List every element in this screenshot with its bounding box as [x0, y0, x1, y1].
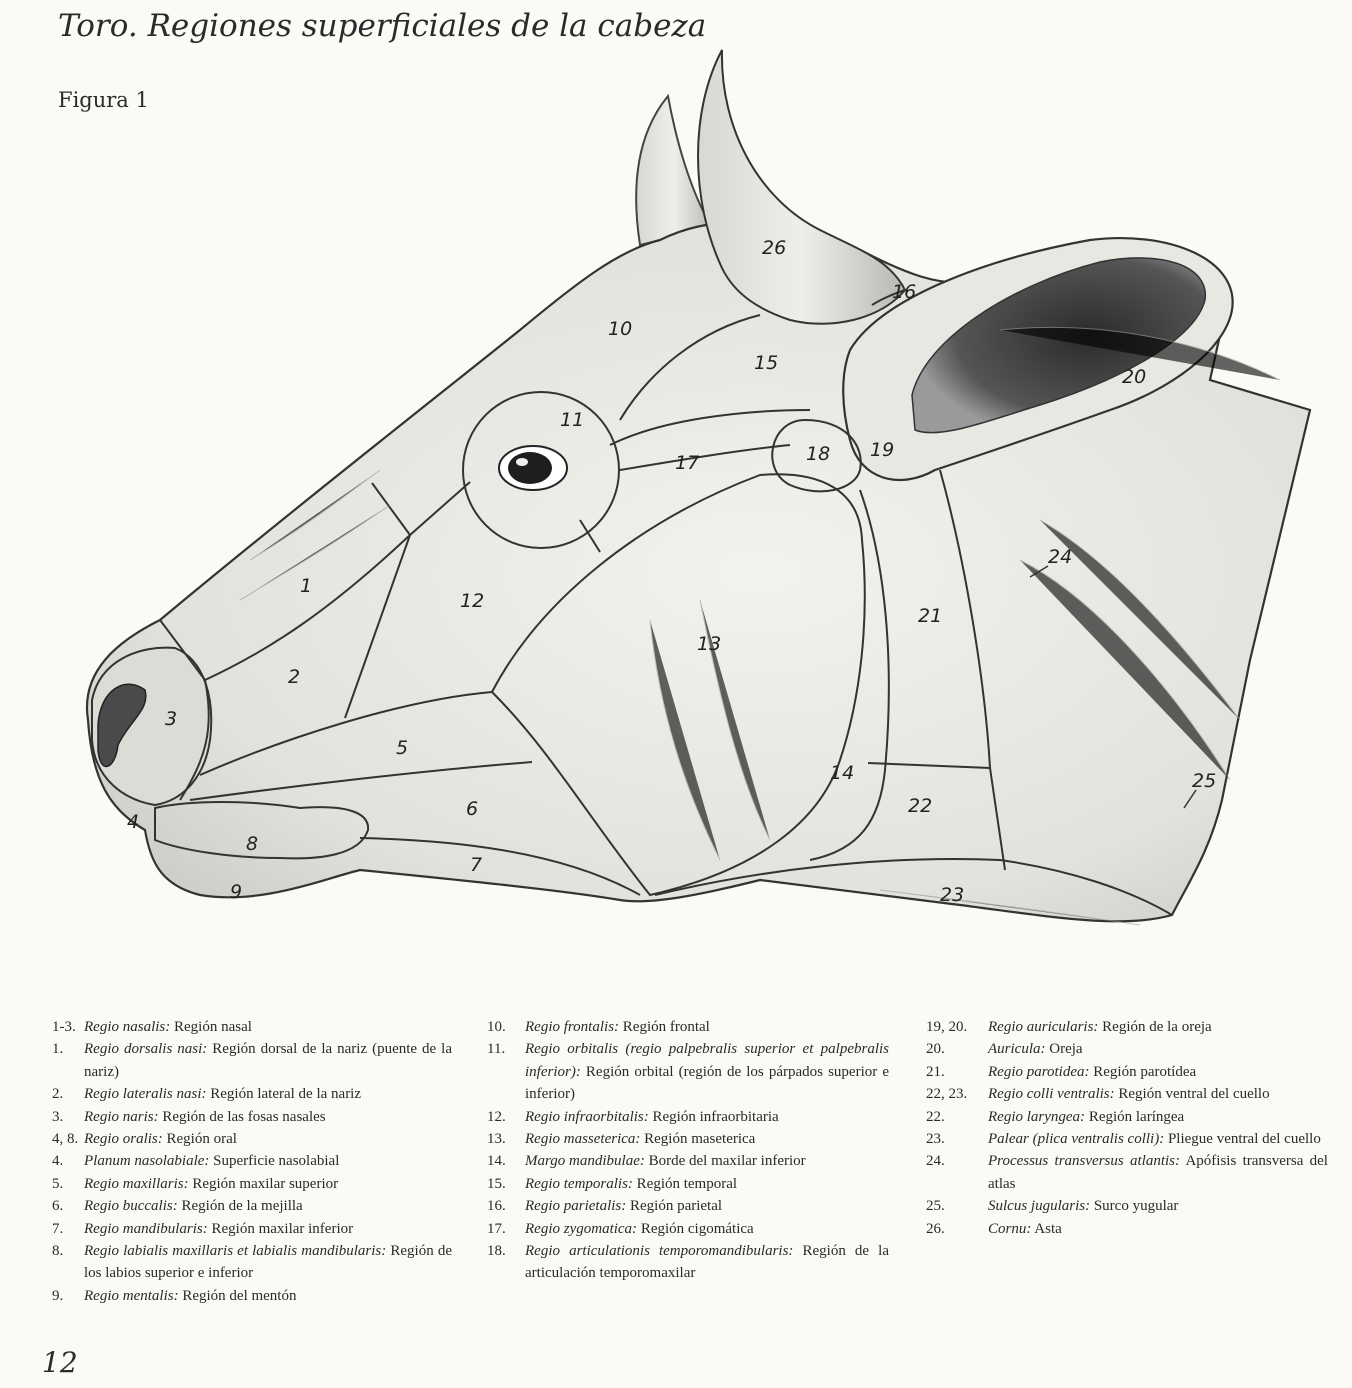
legend-text — [525, 1106, 889, 1128]
legend-text — [988, 1128, 1328, 1150]
legend-description: Apófisis transversa del atlas — [988, 1153, 1328, 1192]
legend-description: Región laríngea — [1088, 1108, 1185, 1125]
legend-term: Regio temporalis: — [525, 1175, 633, 1192]
legend-code: 22, 23. — [926, 1086, 968, 1103]
eye-highlight — [516, 458, 528, 466]
region-label-14: 14 — [830, 762, 855, 784]
legend-description: Región del mentón — [182, 1287, 297, 1304]
legend-description: Región lateral de la nariz — [210, 1086, 362, 1103]
legend-description: Región de las fosas nasales — [162, 1108, 326, 1125]
legend-text — [988, 1083, 1328, 1105]
legend-entry — [52, 1128, 452, 1150]
region-label-1: 1 — [300, 575, 313, 597]
legend-code: 7. — [52, 1220, 64, 1237]
legend-text — [525, 1128, 889, 1150]
legend-term: Regio mentalis: — [84, 1287, 179, 1304]
legend-entry — [52, 1038, 452, 1083]
legend-column-1 — [52, 1016, 452, 1307]
legend-column-2 — [487, 1016, 889, 1285]
legend-text — [84, 1016, 452, 1038]
legend-text — [525, 1038, 889, 1105]
legend-term: Regio auricularis: — [988, 1019, 1099, 1035]
legend-text — [84, 1285, 452, 1307]
legend-entry — [52, 1195, 452, 1217]
legend-text — [525, 1150, 889, 1172]
legend-description: Región infraorbitaria — [652, 1108, 779, 1125]
legend-text — [988, 1016, 1328, 1038]
legend-text — [84, 1083, 452, 1105]
legend-code: 10. — [487, 1019, 506, 1035]
legend-description: Región nasal — [174, 1019, 252, 1035]
legend-text — [988, 1061, 1328, 1083]
legend-term: Regio oralis: — [84, 1131, 163, 1148]
region-label-11: 11 — [560, 409, 585, 431]
legend-entry — [487, 1128, 889, 1150]
legend-description: Región de la oreja — [1102, 1019, 1212, 1035]
legend-description: Región cigomática — [640, 1220, 754, 1237]
legend-entry — [926, 1128, 1328, 1150]
region-label-21: 21 — [918, 605, 943, 627]
legend-entry — [487, 1038, 889, 1105]
legend-term: Regio zygomatica: — [525, 1220, 638, 1237]
legend-description: Región de los labios superior e inferior — [84, 1243, 452, 1282]
region-label-8: 8 — [246, 833, 259, 855]
legend-text — [988, 1038, 1328, 1060]
legend-code: 8. — [52, 1243, 64, 1260]
legend-entry — [926, 1106, 1328, 1128]
legend-term: Regio mandibularis: — [84, 1220, 208, 1237]
region-label-12: 12 — [460, 590, 485, 612]
legend-entry — [52, 1106, 452, 1128]
region-label-2: 2 — [288, 666, 301, 688]
legend-text — [988, 1150, 1328, 1195]
legend-entry — [52, 1150, 452, 1172]
region-label-9: 9 — [230, 881, 243, 903]
region-label-19: 19 — [870, 439, 895, 461]
region-label-10: 10 — [608, 318, 633, 340]
legend-text — [525, 1240, 889, 1285]
legend-entry — [52, 1173, 452, 1195]
legend-code: 5. — [52, 1175, 64, 1192]
legend-description: Región maxilar inferior — [211, 1220, 354, 1237]
legend-code: 18. — [487, 1243, 506, 1260]
legend-code: 24. — [926, 1153, 945, 1170]
region-label-22: 22 — [908, 795, 933, 817]
legend-entry — [926, 1061, 1328, 1083]
legend-term: Regio articulationis temporomandibularis: — [525, 1243, 794, 1260]
legend-code: 2. — [52, 1086, 64, 1103]
region-label-17: 17 — [675, 452, 700, 474]
legend-description: Región maseterica — [644, 1131, 756, 1148]
legend-description: Región ventral del cuello — [1118, 1086, 1270, 1103]
legend-code: 16. — [487, 1198, 506, 1215]
legend-text — [84, 1106, 452, 1128]
legend-description: Región oral — [166, 1131, 237, 1148]
legend-text — [525, 1173, 889, 1195]
legend-term: Regio laryngea: — [988, 1108, 1086, 1125]
legend-description: Surco yugular — [1093, 1198, 1179, 1215]
legend-code: 14. — [487, 1153, 506, 1170]
legend-term: Regio masseterica: — [525, 1131, 641, 1148]
legend-code: 19, 20. — [926, 1019, 968, 1035]
legend-description: Pliegue ventral del cuello — [1167, 1131, 1321, 1148]
legend-entry — [52, 1083, 452, 1105]
legend-description: Superficie nasolabial — [213, 1153, 340, 1170]
legend-term: Regio maxillaris: — [84, 1175, 189, 1192]
legend-term: Regio frontalis: — [525, 1019, 620, 1035]
region-label-7: 7 — [470, 854, 483, 876]
legend-term: Planum nasolabiale: — [84, 1153, 210, 1170]
legend-term: Regio lateralis nasi: — [84, 1086, 207, 1103]
legend-description: Región orbital (región de los párpados superior e inferior) — [525, 1063, 889, 1103]
legend-text — [84, 1128, 452, 1150]
legend-entry — [487, 1106, 889, 1128]
legend-description: Región de la mejilla — [181, 1198, 303, 1215]
legend-term: Regio infraorbitalis: — [525, 1108, 649, 1125]
region-label-15: 15 — [754, 352, 779, 374]
legend-text — [84, 1038, 452, 1083]
legend-entry — [926, 1038, 1328, 1060]
legend-code: 6. — [52, 1198, 64, 1215]
legend-code: 1-3. — [52, 1019, 76, 1035]
page-number: 12 — [42, 1346, 78, 1379]
legend-term: Regio parotidea: — [988, 1063, 1090, 1080]
legend-description: Borde del maxilar inferior — [648, 1153, 806, 1170]
legend-term: Regio naris: — [84, 1108, 159, 1125]
legend-code: 23. — [926, 1131, 945, 1148]
legend-term: Sulcus jugularis: — [988, 1198, 1091, 1215]
legend-text — [84, 1240, 452, 1285]
legend-description: Oreja — [1049, 1041, 1083, 1058]
legend-term: Regio nasalis: — [84, 1019, 171, 1035]
region-label-4: 4 — [127, 811, 140, 833]
region-label-5: 5 — [396, 737, 409, 759]
region-label-23: 23 — [940, 884, 965, 906]
legend-text — [84, 1173, 452, 1195]
legend-code: 9. — [52, 1287, 64, 1304]
region-label-24: 24 — [1048, 546, 1073, 568]
legend-code: 12. — [487, 1108, 506, 1125]
legend-text — [525, 1016, 889, 1038]
page-title: Toro. Regiones superficiales de la cabeza — [58, 8, 707, 44]
legend-entry — [487, 1218, 889, 1240]
legend-entry — [52, 1016, 452, 1038]
legend-code: 4, 8. — [52, 1131, 79, 1148]
legend-term: Palear (plica ventralis colli): — [988, 1131, 1165, 1148]
legend-description: Región temporal — [636, 1175, 738, 1192]
legend-term: Cornu: — [988, 1220, 1032, 1237]
legend-term: Margo mandibulae: — [525, 1153, 645, 1170]
legend-entry — [926, 1150, 1328, 1195]
legend-description: Región dorsal de la nariz (puente de la nariz) — [84, 1041, 453, 1080]
region-label-3: 3 — [165, 708, 178, 730]
legend-description: Región parietal — [630, 1198, 723, 1215]
legend-term: Regio colli ventralis: — [988, 1086, 1115, 1103]
legend-entry — [52, 1285, 452, 1307]
legend-text — [525, 1218, 889, 1240]
region-label-26: 26 — [762, 237, 787, 259]
legend-code: 22. — [926, 1108, 945, 1125]
legend-text — [525, 1195, 889, 1217]
eye-pupil — [508, 452, 552, 484]
legend-code: 11. — [487, 1041, 506, 1058]
legend-code: 13. — [487, 1131, 506, 1148]
legend-term: Auricula: — [988, 1041, 1046, 1058]
legend-term: Regio buccalis: — [84, 1198, 178, 1215]
legend-term: Regio dorsalis nasi: — [84, 1041, 208, 1058]
region-label-18: 18 — [806, 443, 831, 465]
legend-code: 21. — [926, 1063, 945, 1080]
legend-code: 3. — [52, 1108, 64, 1125]
legend-code: 17. — [487, 1220, 506, 1237]
legend-entry — [926, 1016, 1328, 1038]
legend-text — [84, 1150, 452, 1172]
legend-entry — [487, 1173, 889, 1195]
legend-description: Región de la articulación temporomaxilar — [525, 1243, 889, 1282]
legend-entry — [926, 1083, 1328, 1105]
legend-description: Asta — [1034, 1220, 1062, 1237]
legend-code: 15. — [487, 1175, 506, 1192]
legend-code: 26. — [926, 1220, 945, 1237]
legend-entry — [487, 1150, 889, 1172]
legend-entry — [52, 1240, 452, 1285]
region-label-6: 6 — [466, 798, 479, 820]
legend-entry — [926, 1195, 1328, 1217]
figure-label: Figura 1 — [58, 88, 149, 112]
legend-column-3 — [926, 1016, 1328, 1240]
legend-entry — [52, 1218, 452, 1240]
legend-term: Regio parietalis: — [525, 1198, 627, 1215]
legend-entry — [487, 1240, 889, 1285]
legend-term: Processus transversus atlantis: — [988, 1153, 1180, 1170]
legend-term: Regio labialis maxillaris et labialis mandibularis: — [84, 1243, 387, 1260]
legend-entry — [926, 1218, 1328, 1240]
legend-text — [84, 1218, 452, 1240]
legend-description: Región maxilar superior — [192, 1175, 339, 1192]
legend-code: 20. — [926, 1041, 945, 1058]
region-label-16: 16 — [892, 281, 917, 303]
legend-code: 1. — [52, 1041, 64, 1058]
legend-text — [988, 1218, 1328, 1240]
region-label-25: 25 — [1192, 770, 1217, 792]
legend-description: Región frontal — [622, 1019, 710, 1035]
legend-text — [988, 1195, 1328, 1217]
legend-code: 25. — [926, 1198, 945, 1215]
legend-text — [988, 1106, 1328, 1128]
region-label-13: 13 — [697, 633, 722, 655]
legend-text — [84, 1195, 452, 1217]
legend-entry — [487, 1195, 889, 1217]
legend-description: Región parotídea — [1093, 1063, 1197, 1080]
legend-term: Regio orbitalis (regio palpebralis superior et palpebralis inferior): — [525, 1041, 889, 1080]
region-label-20: 20 — [1122, 366, 1147, 388]
legend-entry — [487, 1016, 889, 1038]
legend-code: 4. — [52, 1153, 64, 1170]
